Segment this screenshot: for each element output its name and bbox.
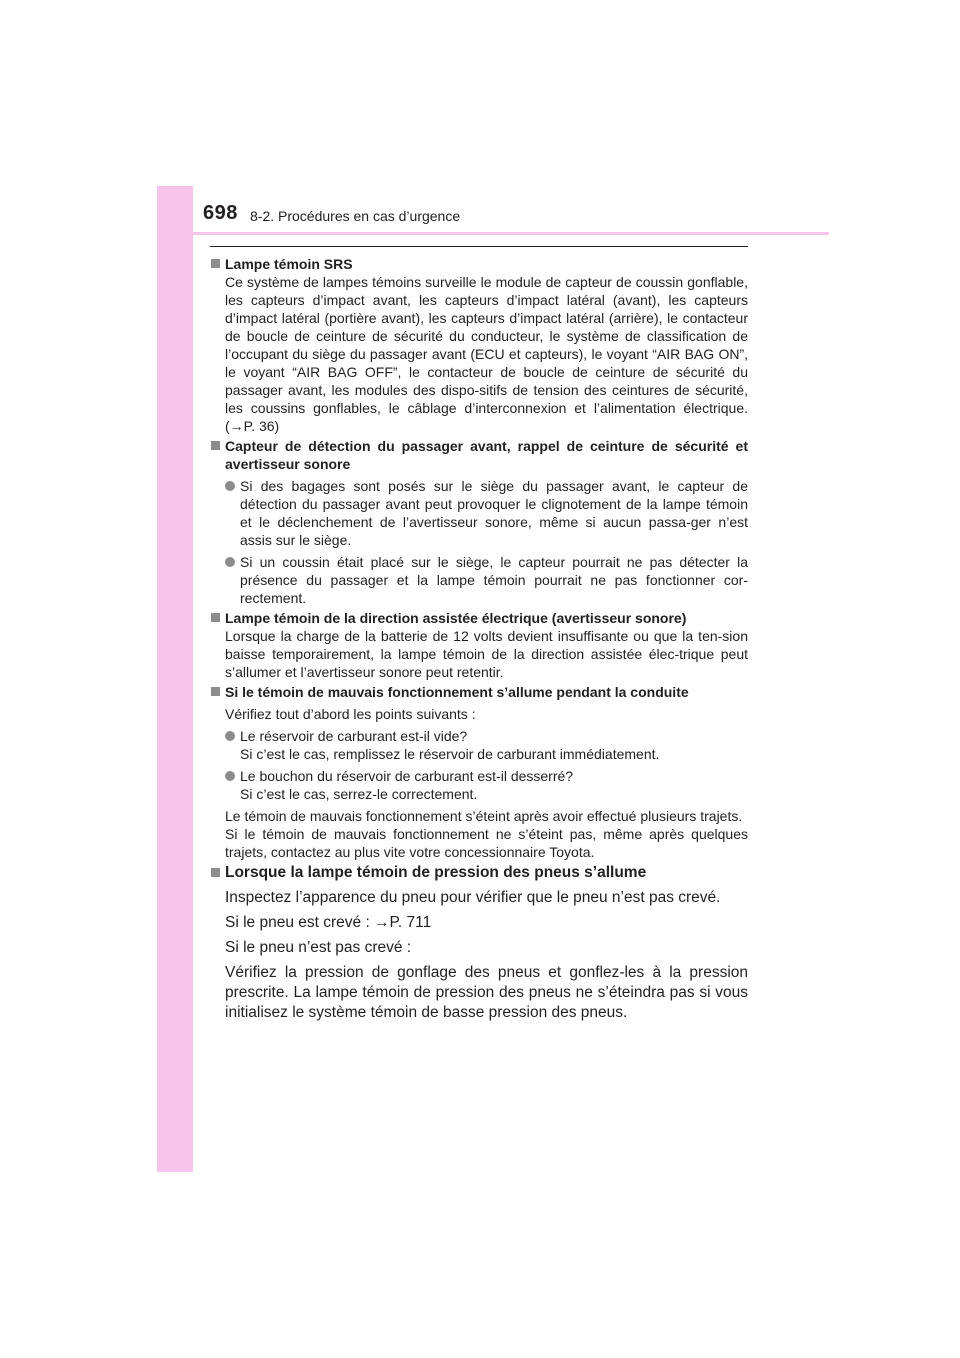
square-bullet-icon: [211, 868, 220, 877]
section-intro: Vérifiez tout d’abord les points suivants :: [225, 706, 476, 722]
list-item: Si un coussin était placé sur le siège, le capteur pourrait ne pas détecter la présence du passager et la lampe témoin pourrait ne pas fonctionner cor-rectement.: [225, 553, 748, 607]
header-divider: [193, 232, 829, 235]
section-tire-pressure: [210, 863, 748, 1023]
list-item: Si des bagages sont posés sur le siège du passager avant, le capteur de détection du passager avant peut provoquer le clignotement de la lampe témoin et le déclenchement de l’avertisseur sonore, même si aucun passa-ger n’est assis sur le siège.: [225, 477, 748, 549]
square-bullet-icon: [211, 259, 220, 268]
section-body: Si le pneu n’est pas crevé :: [225, 939, 412, 956]
section-body: Ce système de lampes témoins surveille le module de capteur de coussin gonflable, les capteurs d’impact avant, les capteurs d’impact latéral (avant), les capteurs d’impact latéral (portière avant), les capteurs d’impact latéral (arrière), le contacteur de boucle de ceinture de sécurité du conducteur, le système de classification de l’occupant du siège du passager avant (ECU et capteurs), le voyant “AIR BAG ON”, le voyant “AIR BAG OFF”, le contacteur de boucle de ceinture de sécurité du passager avant, les modules des dispo-sitifs de tension des ceintures de sécurité, les coussins gonflables, le câblage d’interconnexion et l’alimentation électrique. (→P. 36): [225, 274, 748, 434]
section-title: 8-2. Procédures en cas d’urgence: [250, 208, 461, 224]
round-bullet-icon: [225, 557, 235, 567]
section-srs: [210, 255, 748, 435]
list-item: Le bouchon du réservoir de carburant est-il desserré? Si c’est le cas, serrez-le correctement.: [225, 767, 748, 803]
section-heading: Lampe témoin de la direction assistée électrique (avertisseur sonore): [210, 609, 748, 627]
section-heading: Si le témoin de mauvais fonctionnement s’allume pendant la conduite: [210, 683, 748, 701]
square-bullet-icon: [211, 613, 220, 622]
section-passenger-sensor: [210, 437, 748, 607]
section-heading: Lampe témoin SRS: [210, 255, 748, 273]
round-bullet-icon: [225, 731, 235, 741]
content-rule: [210, 246, 748, 247]
section-body: Vérifiez la pression de gonflage des pneus et gonflez-les à la pression prescrite. La lampe témoin de pression des pneus ne s’éteindra pas si vous initialisez le système témoin de basse pression des pneus.: [225, 964, 748, 1021]
page-number: 698: [203, 202, 238, 224]
chapter-side-tab: [157, 186, 193, 1172]
round-bullet-icon: [225, 771, 235, 781]
section-heading: Lorsque la lampe témoin de pression des pneus s’allume: [210, 863, 748, 883]
section-malfunction-light: [210, 683, 748, 861]
square-bullet-icon: [211, 441, 220, 450]
square-bullet-icon: [211, 687, 220, 696]
section-body: Lorsque la charge de la batterie de 12 volts devient insuffisante ou que la ten-sion baisse temporairement, la lampe témoin de la direction assistée élec-trique peut s’allumer et l’avertisseur sonore peut retentir.: [225, 628, 748, 680]
section-power-steering: [210, 609, 748, 681]
round-bullet-icon: [225, 481, 235, 491]
section-note: Le témoin de mauvais fonctionnement s’éteint après avoir effectué plusieurs trajets.: [225, 808, 743, 824]
section-body: Inspectez l’apparence du pneu pour vérifier que le pneu n’est pas crevé.: [225, 889, 721, 906]
page-content: [210, 255, 748, 1025]
list-item: Le réservoir de carburant est-il vide? Si c’est le cas, remplissez le réservoir de carburant immédiatement.: [225, 727, 748, 763]
section-note: Si le témoin de mauvais fonctionnement ne s’éteint pas, même après quelques trajets, contactez au plus vite votre concessionnaire Toyota.: [225, 826, 748, 860]
section-body: Si le pneu est crevé : →P. 711: [225, 914, 432, 931]
section-heading: Capteur de détection du passager avant, rappel de ceinture de sécurité et avertisseur sonore: [210, 437, 748, 473]
